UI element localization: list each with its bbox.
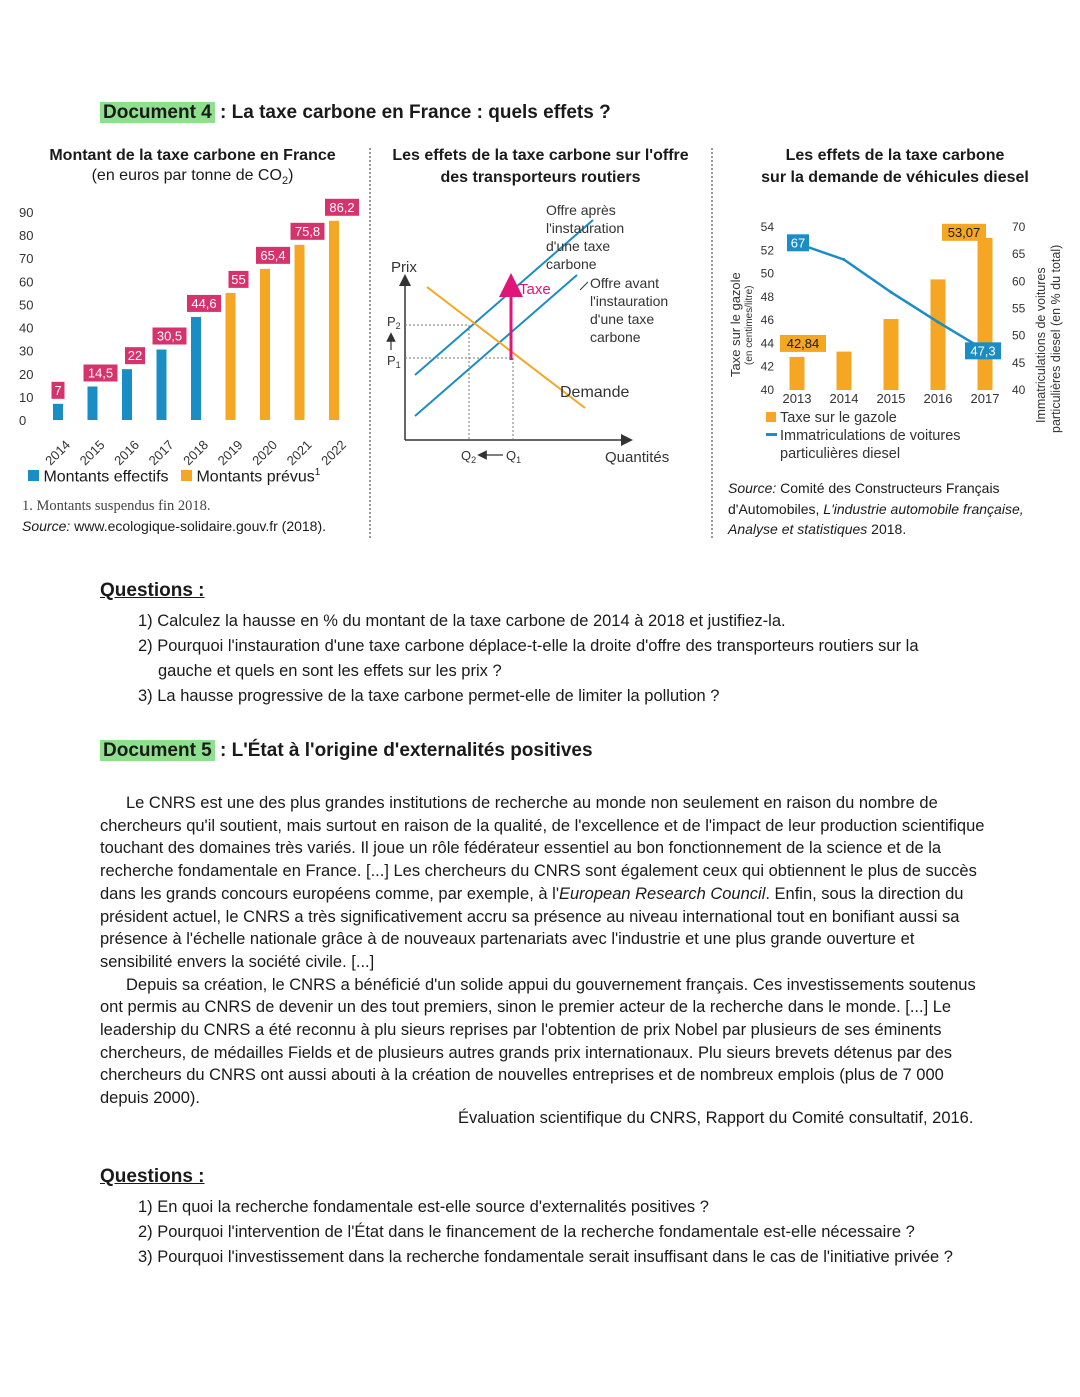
chart3-legend-swatch-line — [766, 433, 777, 436]
chart3-ytick-left: 54 — [760, 220, 774, 234]
chart3-xtick: 2015 — [876, 391, 906, 406]
question1-1: 1) Calculez la hausse en % du montant de la taxe carbone de 2014 à 2018 et justifiez-la. — [138, 612, 786, 630]
chart3-ytick-left: 42 — [760, 359, 774, 374]
chart1-carbon-tax-bars — [15, 195, 365, 495]
chart1-bar-2020 — [260, 269, 270, 420]
chart1-ytick: 20 — [19, 366, 34, 382]
legend-prevus: Montants prévus — [196, 468, 315, 486]
chart1-xtick: 2020 — [249, 437, 281, 469]
chart3-ytick-right: 70 — [1012, 220, 1026, 234]
chart1-bar-2017 — [157, 350, 167, 420]
chart1-xtick: 2021 — [283, 437, 315, 469]
chart1-xtick: 2022 — [318, 437, 350, 469]
chart1-bar-2019 — [226, 293, 236, 420]
chart3-ytick-right: 40 — [1012, 383, 1026, 397]
divider-2 — [711, 148, 713, 538]
chart1-data-label: 22 — [127, 348, 143, 364]
chart1-legend — [28, 467, 320, 486]
chart1-source: Source: www.ecologique-solidaire.gouv.fr (2018). — [22, 518, 327, 534]
question1-2: 2) Pourquoi l'instauration d'une taxe carbone déplace-t-elle la droite d'offre des transporteurs routiers sur la gauche et quels en sont les effets sur les prix ? — [138, 637, 919, 680]
doc5-paragraph-1: Le CNRS est une des plus grandes institutions de recherche au monde non seulement en raison du nombre de chercheurs qu'il soutient, mais surtout en raison de la qualité, de l'excellence et de l'impact de leur production scientifique touchant des domaines très variés. Il joue un rôle fédérateur essentiel au bon fonctionnement de la science et de la recherche fondamentale en France. [...] Les chercheurs du CNRS sont également ceux qui obtiennent le plus de succès dans les grands concours européens comme, par exemple, à l'European Research Council. Enfin, sous la direction du président actuel, le CNRS a très significativement accru sa présence au niveau international tout en bonifiant aussi sa présence à l'échelle nationale grâce à de nouveaux partenariats avec l'industrie et une plus grande ouverture et sensibilité envers la société civile. [...] — [100, 794, 985, 971]
chart3-line-point — [890, 291, 893, 294]
chart3-label-last-line: 47,3 — [970, 343, 996, 359]
svg-text:d'une taxe: d'une taxe — [590, 311, 655, 327]
doc5-text — [100, 792, 985, 1110]
doc4-title: : La taxe carbone en France : quels effets ? — [214, 102, 611, 123]
chart1-data-label: 44,6 — [191, 295, 217, 311]
chart3-ytick-right: 45 — [1012, 355, 1026, 370]
chart1-footnote: 1. Montants suspendus fin 2018. — [22, 498, 211, 514]
chart3-ytick-right: 55 — [1012, 301, 1026, 316]
questions2-heading: Questions : — [100, 1166, 205, 1187]
chart3-label-last-bar: 53,07 — [947, 224, 981, 240]
chart1-bar-2016 — [122, 369, 132, 420]
quantites-label: Quantités — [605, 449, 670, 466]
chart1-ytick: 0 — [19, 413, 27, 428]
p2-label: $P_2$ — [387, 314, 401, 331]
chart3-xtick: 2013 — [782, 391, 812, 406]
chart3-ytick-left: 48 — [760, 289, 774, 304]
chart3-xtick: 2016 — [923, 391, 953, 406]
svg-text:l'instauration: l'instauration — [546, 220, 625, 236]
chart1-xtick: 2019 — [214, 437, 246, 469]
legend-swatch-effectifs — [28, 470, 39, 481]
svg-text:Offre avant: Offre avant — [590, 275, 660, 291]
questions1-list — [138, 609, 968, 709]
chart3-line-point — [843, 258, 846, 261]
chart1-xtick: 2014 — [42, 437, 74, 469]
chart3-bar-2016 — [931, 279, 946, 390]
legend-prevus-note: 1 — [314, 467, 321, 478]
chart1-ytick: 40 — [19, 320, 34, 336]
chart1-ytick: 70 — [19, 251, 34, 267]
doc5-paragraph-2: Depuis sa création, le CNRS a bénéficié d'un solide appui du gouvernement français. Ces investissements soutenus ont permis au CNRS de devenir un des tout premiers, sinon le premier acteur de la recherche dans le monde. [...] Le leadership du CNRS a été reconnu à plu sieurs reprises par l'obtention de prix Nobel par plusieurs de ses éminents chercheurs, de médailles Fields et de plusieurs autres grands prix internationaux. Plu sieurs brevets détenus par des chercheurs du CNRS ont aussi abouti à la création de nouvelles entreprises et de nombreux emplois (plus de 7 000 depuis 2000). — [100, 975, 976, 1108]
chart3-ytick-left: 50 — [760, 266, 774, 281]
chart3-ytick-right: 50 — [1012, 328, 1026, 343]
chart3-ytick-left: 44 — [760, 336, 774, 351]
chart1-bar-2014 — [53, 404, 63, 420]
chart2-title: Les effets de la taxe carbone sur l'offre des transporteurs routiers — [392, 147, 689, 186]
chart3-ylabel-right-1: Immatriculations de voitures — [1034, 267, 1048, 423]
chart1-ytick: 60 — [19, 274, 34, 290]
chart1-xtick: 2018 — [180, 437, 212, 469]
svg-text:l'instauration: l'instauration — [590, 293, 669, 309]
chart3-bar-2017 — [978, 238, 993, 390]
chart3-legend-bar: Taxe sur le gazole — [780, 410, 897, 426]
offre-avant-label — [590, 275, 668, 345]
chart3-ylabel-right-2: particulières diesel (en % du total) — [1049, 244, 1063, 433]
legend-effectifs: Montants effectifs — [43, 468, 169, 486]
demand-label: Demande — [560, 384, 630, 401]
chart3-bar-2013 — [790, 357, 805, 390]
question1-3: 3) La hausse progressive de la taxe carbone permet-elle de limiter la pollution ? — [138, 687, 720, 705]
svg-text:Offre après: Offre après — [546, 202, 616, 218]
doc4-tag: Document 4 — [100, 102, 215, 123]
q1-label: $Q_1$ — [506, 448, 522, 465]
doc4-heading — [100, 102, 611, 124]
chart1-bar-2021 — [295, 245, 305, 420]
svg-text:carbone: carbone — [590, 329, 641, 345]
chart1-data-label: 7 — [54, 382, 62, 398]
doc5-heading — [100, 740, 593, 762]
chart3-legend-swatch-bar — [766, 412, 776, 422]
chart1-data-label: 86,2 — [329, 199, 355, 215]
chart3-ytick-left: 40 — [760, 383, 774, 397]
chart1-data-label: 65,4 — [260, 247, 286, 263]
chart3-label-first-line: 67 — [790, 235, 806, 251]
chart3-diesel-chart — [722, 195, 1074, 475]
question2-3: 3) Pourquoi l'investissement dans la recherche fondamentale serait insuffisant dans le cas de l'initiative privée ? — [138, 1248, 953, 1266]
chart1-ytick: 50 — [19, 297, 34, 313]
chart3-ylabel-left-sub: (en centimes/litre) — [744, 285, 755, 365]
chart1-header — [20, 145, 365, 187]
chart3-ytick-left: 46 — [760, 313, 774, 328]
chart1-bar-2015 — [88, 386, 98, 420]
divider-1 — [369, 148, 371, 538]
chart3-title: Les effets de la taxe carbone sur la demande de véhicules diesel — [761, 147, 1029, 186]
chart3-ylabel-left: Taxe sur le gazole — [728, 272, 743, 377]
question2-2: 2) Pourquoi l'intervention de l'État dans le financement de la recherche fondamentale est-elle nécessaire ? — [138, 1223, 915, 1241]
chart3-source: Source: Comité des Constructeurs Français d'Automobiles, L'industrie automobile française, Analyse et statistiques 2018. — [728, 480, 1024, 537]
tax-label: Taxe — [519, 281, 551, 298]
questions1-heading: Questions : — [100, 580, 205, 601]
question2-1: 1) En quoi la recherche fondamentale est-elle source d'externalités positives ? — [138, 1198, 709, 1216]
chart3-xtick: 2014 — [829, 391, 859, 406]
chart3-ytick-left: 52 — [760, 243, 774, 258]
chart3-legend-line-1: Immatriculations de voitures — [780, 428, 961, 444]
prix-label: Prix — [391, 259, 417, 276]
offre-apres-label — [546, 202, 624, 272]
chart3-bar-2015 — [884, 319, 899, 390]
chart3-ytick-right: 65 — [1012, 247, 1026, 262]
offre-avant-pointer — [580, 282, 588, 290]
chart1-xtick: 2016 — [111, 437, 143, 469]
chart1-xtick: 2015 — [76, 437, 108, 469]
svg-text:d'une taxe: d'une taxe — [546, 238, 611, 254]
questions2-list — [138, 1195, 1038, 1270]
chart2-supply-demand-diagram — [375, 195, 715, 475]
chart1-data-label: 55 — [231, 271, 246, 287]
legend-swatch-prevus — [181, 470, 192, 481]
chart3-bar-2014 — [837, 352, 852, 390]
chart3-legend-line-2: particulières diesel — [780, 446, 901, 462]
chart3-line-point — [937, 321, 940, 324]
chart1-ytick: 80 — [19, 228, 34, 244]
chart1-data-label: 30,5 — [156, 328, 183, 344]
chart1-bar-2022 — [329, 221, 339, 420]
chart1-subtitle: (en euros par tonne de $CO_2$) — [91, 167, 294, 188]
chart1-title: Montant de la taxe carbone en France — [49, 147, 336, 164]
chart1-bar-2018 — [191, 317, 201, 420]
chart1-data-label: 14,5 — [87, 365, 114, 381]
chart1-ytick: 90 — [19, 205, 34, 220]
chart1-ytick: 30 — [19, 343, 34, 359]
doc5-tag: Document 5 — [100, 740, 215, 761]
doc5-source: Évaluation scientifique du CNRS, Rapport du Comité consultatif, 2016. — [458, 1109, 974, 1127]
chart1-ytick: 10 — [19, 389, 34, 405]
svg-text:carbone: carbone — [546, 256, 597, 272]
q2-label: $Q_2$ — [461, 448, 477, 465]
chart3-xtick: 2017 — [970, 391, 1000, 406]
p1-label: $P_1$ — [387, 353, 401, 370]
chart1-xtick: 2017 — [145, 437, 177, 469]
chart3-ytick-right: 60 — [1012, 274, 1026, 289]
chart1-data-label: 75,8 — [294, 223, 321, 239]
chart3-label-first-bar: 42,84 — [786, 335, 820, 351]
doc5-title: : L'État à l'origine d'externalités positives — [214, 740, 593, 761]
